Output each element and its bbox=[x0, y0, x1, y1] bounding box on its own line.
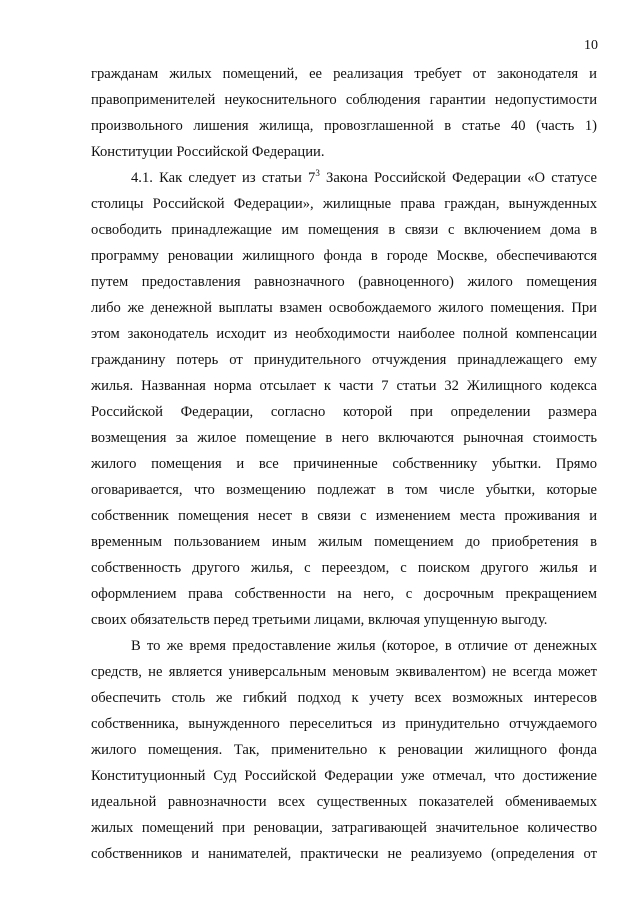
text-line: этом законодатель исходит из необходимости наиболее полной компенсации bbox=[91, 326, 597, 342]
text-line: оговаривается, что возмещению подлежат в том числе убытки, которые bbox=[91, 482, 597, 498]
text-line: произвольного лишения жилища, провозглашенной в статье 40 (часть 1) bbox=[91, 118, 597, 134]
text-line: гражданам жилых помещений, ее реализация требует от законодателя и bbox=[91, 66, 597, 82]
text-line: оформлением права собственности на него, с досрочным прекращением bbox=[91, 586, 597, 602]
superscript: 3 bbox=[315, 168, 320, 179]
text-line: собственников и нанимателей, практически не реализуемо (определения от bbox=[91, 846, 597, 862]
text-line: средств, не является универсальным меновым эквивалентом) не всегда может bbox=[91, 664, 597, 680]
text-line: временным пользованием иным жилым помещением до приобретения в bbox=[91, 534, 597, 550]
text-line: жилых помещений при реновации, затрагивающей значительное количество bbox=[91, 820, 597, 836]
text-line: Российской Федерации, согласно которой при определении размера bbox=[91, 404, 597, 420]
text-line: жилья. Названная норма отсылает к части 7 статьи 32 Жилищного кодекса bbox=[91, 378, 597, 394]
text-line: гражданину потерь от принудительного отчуждения принадлежащего ему bbox=[91, 352, 597, 368]
text-fragment: Закона Российской Федерации «О статусе bbox=[319, 170, 597, 186]
text-fragment: 4.1. Как следует из статьи 7 bbox=[131, 170, 316, 186]
text-line: своих обязательств перед третьими лицами, включая упущенную выгоду. bbox=[91, 612, 548, 628]
text-line: правоприменителей неукоснительного соблюдения гарантии недопустимости bbox=[91, 92, 597, 108]
text-line: программу реновации жилищного фонда в городе Москве, обеспечиваются bbox=[91, 248, 597, 264]
text-line: путем предоставления равнозначного (равноценного) жилого помещения bbox=[91, 274, 597, 290]
text-line: собственника, вынужденного переселиться из принудительно отчуждаемого bbox=[91, 716, 597, 732]
paragraph-first-line: В то же время предоставление жилья (которое, в отличие от денежных bbox=[131, 638, 597, 654]
text-line: жилого помещения. Так, применительно к реновации жилищного фонда bbox=[91, 742, 597, 758]
text-line: собственник помещения несет в связи с изменением места проживания и bbox=[91, 508, 597, 524]
text-line: либо же денежной выплаты взамен освобождаемого жилого помещения. При bbox=[91, 300, 597, 316]
text-line: Конституции Российской Федерации. bbox=[91, 144, 325, 160]
text-line: идеальной равнозначности всех существенных показателей обмениваемых bbox=[91, 794, 597, 810]
text-line: возмещения за жилое помещение в него включаются рыночная стоимость bbox=[91, 430, 597, 446]
paragraph-first-line bbox=[131, 165, 597, 191]
text-line: Конституционный Суд Российской Федерации уже отмечал, что достижение bbox=[91, 768, 597, 784]
page-number: 10 bbox=[584, 38, 598, 53]
text-line: освободить принадлежащие им помещения в связи с включением дома в bbox=[91, 222, 597, 238]
text-line: собственность другого жилья, с переездом, с поиском другого жилья и bbox=[91, 560, 597, 576]
text-line: обеспечить столь же гибкий подход к учету всех возможных интересов bbox=[91, 690, 597, 706]
text-line: столицы Российской Федерации», жилищные права граждан, вынужденных bbox=[91, 196, 597, 212]
text-line: жилого помещения и все причиненные собственнику убытки. Прямо bbox=[91, 456, 597, 472]
